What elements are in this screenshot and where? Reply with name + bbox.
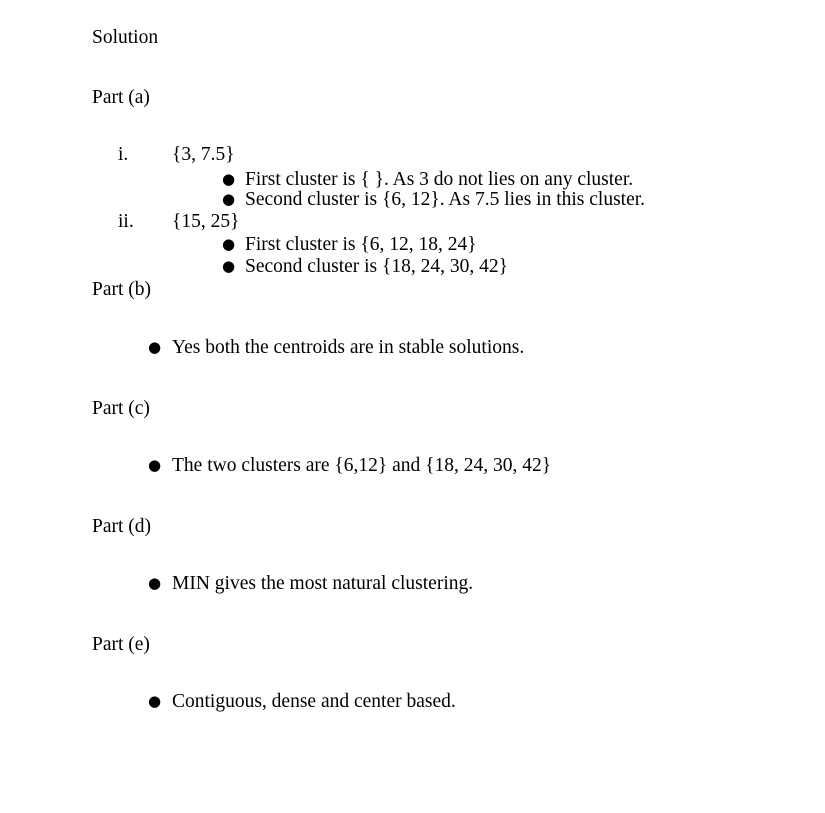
part-a-heading: Part (a) bbox=[92, 87, 150, 108]
item-i-bullet-1: First cluster is { }. As 3 do not lies on any cluster. bbox=[245, 169, 634, 190]
part-e-bullet: Contiguous, dense and center based. bbox=[172, 691, 456, 712]
part-b-heading: Part (b) bbox=[92, 279, 152, 300]
part-e-heading: Part (e) bbox=[92, 634, 150, 655]
bullet-icon: ● bbox=[148, 692, 162, 710]
bullet-icon: ● bbox=[148, 456, 162, 474]
bullet-icon: ● bbox=[148, 574, 162, 592]
part-c-bullet: The two clusters are {6,12} and {18, 24, 30, 42} bbox=[172, 455, 552, 476]
part-d-bullet: MIN gives the most natural clustering. bbox=[172, 573, 474, 594]
item-ii-numeral: ii. bbox=[118, 211, 134, 232]
bullet-icon: ● bbox=[222, 257, 236, 275]
item-ii-bullet-2: Second cluster is {18, 24, 30, 42} bbox=[245, 256, 508, 277]
item-i-numeral: i. bbox=[118, 144, 129, 165]
item-ii-bullet-1: First cluster is {6, 12, 18, 24} bbox=[245, 234, 477, 255]
part-b-bullet: Yes both the centroids are in stable solutions. bbox=[172, 337, 525, 358]
bullet-icon: ● bbox=[222, 190, 236, 208]
bullet-icon: ● bbox=[222, 235, 236, 253]
part-d-heading: Part (d) bbox=[92, 516, 152, 537]
part-c-heading: Part (c) bbox=[92, 398, 150, 419]
item-ii-value: {15, 25} bbox=[172, 211, 240, 232]
solution-title: Solution bbox=[92, 27, 159, 48]
bullet-icon: ● bbox=[148, 338, 162, 356]
item-i-value: {3, 7.5} bbox=[172, 144, 235, 165]
item-i-bullet-2: Second cluster is {6, 12}. As 7.5 lies in this cluster. bbox=[245, 189, 646, 210]
bullet-icon: ● bbox=[222, 170, 236, 188]
